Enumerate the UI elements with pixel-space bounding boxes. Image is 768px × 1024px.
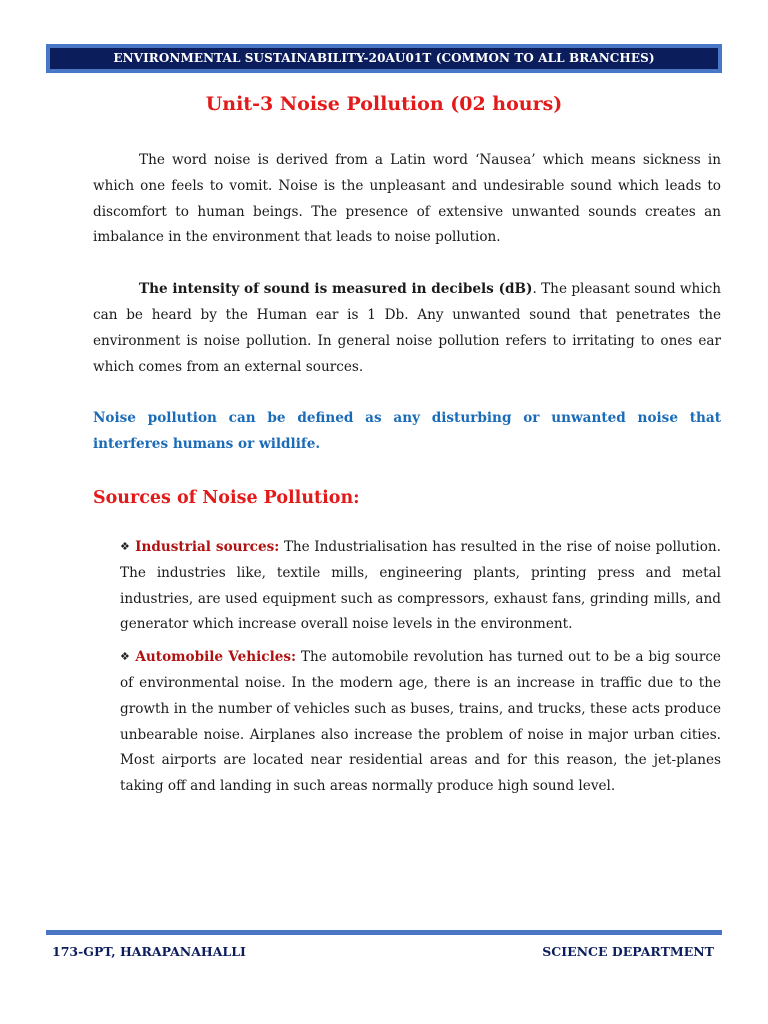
document-body [93, 148, 721, 806]
intro-paragraph: The word noise is derived from a Latin word ‘Nausea’ which means sickness in which one feels to vomit. Noise is the unpleasant and undesirable sound which leads to discomfort to human beings. The presence of extensive unwanted sounds creates an imbalance in the environment that leads to noise pollution. [93, 152, 721, 246]
section-heading-sources: Sources of Noise Pollution: [93, 487, 360, 508]
footer-institution: 173-GPT, HARAPANAHALLI [52, 944, 246, 959]
header-banner: ENVIRONMENTAL SUSTAINABILITY-20AU01T (COMMON TO ALL BRANCHES) [50, 48, 718, 69]
diamond-bullet-icon: ❖ [120, 539, 131, 553]
sources-list [93, 534, 721, 800]
intensity-bold-text: The intensity of sound is measured in decibels (dB) [139, 281, 533, 298]
bullet-label: Automobile Vehicles: [135, 649, 297, 666]
bullet-text: The automobile revolution has turned out to be a big source of environmental noise. In the modern age, there is an increase in traffic due to the growth in the number of vehicles such as buses, trains, and trucks, these acts produce unbearable noise. Airplanes also increase the problem of noise in major urban cities. Most airports are located near residential areas and for this reason, the jet-planes taking off and landing in such areas normally produce high sound level. [120, 649, 721, 795]
footer-department: SCIENCE DEPARTMENT [542, 944, 714, 959]
list-item-automobile [120, 644, 721, 800]
intensity-paragraph [93, 277, 721, 380]
list-item-industrial [120, 534, 721, 638]
header-banner-frame [46, 44, 722, 73]
footer-divider [46, 930, 722, 935]
definition-paragraph: Noise pollution can be defined as any disturbing or unwanted noise that interferes humans or wildlife. [93, 410, 721, 453]
bullet-text: The Industrialisation has resulted in the rise of noise pollution. The industries like, textile mills, engineering plants, printing press and metal industries, are used equipment such as compressors, exhaust fans, grinding mills, and generator which increase overall noise levels in the environment. [120, 538, 721, 633]
intensity-text: . The pleasant sound which can be heard by the Human ear is 1 Db. Any unwanted sound that penetrates the environment is noise pollution. In general noise pollution refers to irritating to ones ear which comes from an external sources. [93, 281, 721, 375]
bullet-label: Industrial sources: [135, 538, 280, 555]
diamond-bullet-icon: ❖ [120, 650, 131, 664]
page-title: Unit-3 Noise Pollution (02 hours) [205, 93, 563, 115]
